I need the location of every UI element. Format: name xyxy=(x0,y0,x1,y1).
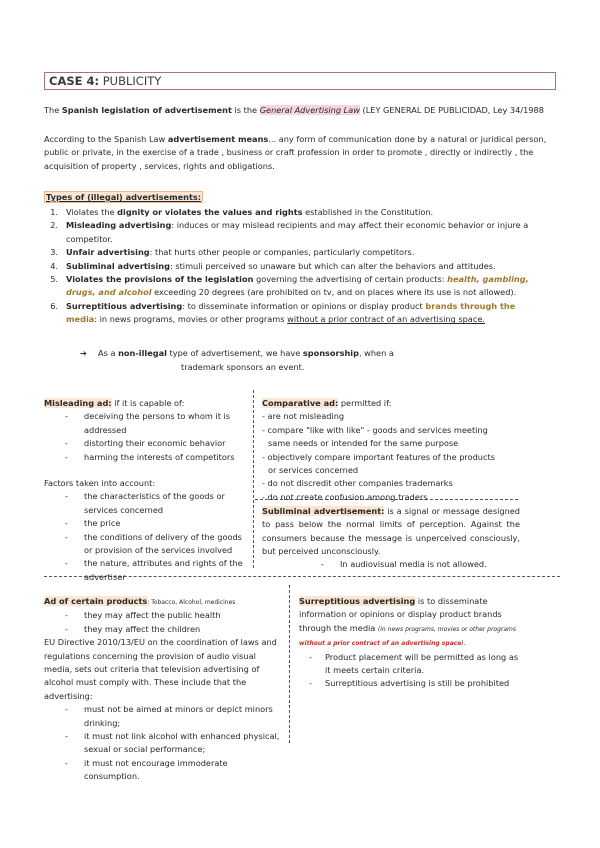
list-item: - Surreptitious advertising is still be prohibited xyxy=(299,677,525,690)
list-item: - the price xyxy=(44,517,249,530)
subliminal-section: Subliminal advertisement: is a signal or message designed to pass below the normal limits of perception. Against the consumers because the message is unperceived consciously, but perceived unconsciously. xyxy=(262,506,520,557)
list-item: - distorting their economic behavior xyxy=(44,437,249,450)
intro-definition: According to the Spanish Law advertisement means... any form of communication done by a natural or juridical person, public or private, in the exercise of a trade , business or craft profession in order to promote , directly or indirectly , the acquisition of property , services, rights and obligations. xyxy=(44,134,547,171)
list-item: - they may affect the public health xyxy=(44,609,284,622)
subliminal-heading: Subliminal advertisement: xyxy=(262,506,385,516)
list-item: - objectively compare important features of the products or services concerned xyxy=(262,451,495,476)
case-title-box xyxy=(44,72,556,90)
list-item: - they may affect the children xyxy=(44,623,284,636)
list-item: - harming the interests of competitors xyxy=(44,451,249,464)
case-title: CASE 4: PUBLICITY xyxy=(49,74,162,88)
type-item: 1. Violates the dignity or violates the values and rights established in the Constitution. xyxy=(50,207,434,217)
types-heading: Types of (illegal) advertisements: xyxy=(46,192,202,202)
surreptitious-heading: Surreptitious advertising xyxy=(299,596,416,606)
general-advertising-law: General Advertising Law xyxy=(259,105,360,115)
eu-directive-text: EU Directive 2010/13/EU on the coordination of laws and regulations concerning the provision of audio visual media, sets out criteria that television advertising of alcohol must comply with. These include that the advertising: xyxy=(44,637,277,701)
misleading-heading: Misleading ad: xyxy=(44,398,112,408)
type-item: 3. Unfair advertising: that hurts other people or companies, particularly competitors. xyxy=(50,247,415,258)
surreptitious-section: Surreptitious advertising is to disseminate information or opinions or display product brands through the media (in news programs, movies or other programs without a prior contract of an advertising space). - Product placement will be permitted as long as it meets certain criteria. - Surreptitious advertising is still be prohibited xyxy=(299,595,525,691)
types-list xyxy=(44,206,532,327)
intro-legislation: The Spanish legislation of advertisement is the General Advertising Law (LEY GENERAL DE PUBLICIDAD, Ley 34/1988 xyxy=(44,105,544,115)
type-item: 2. Misleading advertising: induces or may mislead recipients and may affect their economic behavior or injure a competitor. xyxy=(50,220,529,244)
list-item: - the characteristics of the goods or services concerned xyxy=(44,490,249,517)
subliminal-note: - In audiovisual media is not allowed. xyxy=(300,558,520,571)
sponsorship-note: As a non-illegal type of advertisement, we have sponsorship, when a xyxy=(98,348,394,358)
list-item: - are not misleading xyxy=(262,411,345,422)
misleading-section: Misleading ad: if it is capable of: - deceiving the persons to whom it is addressed - distorting their economic behavior - harming the interests of competitors Factors taken into account: - the characteristics of the goods or services concerned - the price - the conditions of delivery of the goods or provision of the services involved - the nature, attributes and rights of the advertiser xyxy=(44,397,249,584)
list-item: - Product placement will be permitted as long as it meets certain criteria. xyxy=(299,651,525,678)
factors-heading: Factors taken into account: xyxy=(44,478,156,489)
certain-products-section: Ad of certain products: Tobacco, Alcohol, medicines - they may affect the public health - they may affect the children EU Directive 2010/13/EU on the coordination of laws and regulations concerning the provision of audio visual media, sets out criteria that television advertising of alcohol must comply with. These include that the advertising: - must not be aimed at minors or depict minors drinking; - it must not link alcohol with enhanced physical, sexual or social performance; - it must not encourage immoderate consumption. xyxy=(44,595,284,784)
divider-vertical-bottom xyxy=(289,585,290,743)
arrow-icon: ➔ xyxy=(80,348,87,358)
list-item: - it must not link alcohol with enhanced physical, sexual or social performance; xyxy=(44,730,284,757)
list-item: - the conditions of delivery of the goods or provision of the services involved xyxy=(44,531,249,558)
sponsorship-note-line2: trademark sponsors an event. xyxy=(181,362,305,372)
list-item: - deceiving the persons to whom it is addressed xyxy=(44,410,249,437)
comparative-heading: Comparative ad: xyxy=(262,398,339,408)
type-item: 6. Surreptitious advertising: to disseminate information or opinions or display product brands through the media: in news programs, movies or other programs without a prior contract of an advertising space. xyxy=(50,300,516,325)
list-item: - must not be aimed at minors or depict minors drinking; xyxy=(44,703,284,730)
list-item: - the nature, attributes and rights of the advertiser xyxy=(44,557,249,584)
type-item: 4. Subliminal advertising: stimuli perceived so unaware but which can alter the behaviors and attitudes. xyxy=(50,260,496,271)
list-item: - compare "like with like" - goods and services meeting same needs or intended for the same purpose xyxy=(262,424,488,449)
list-item: - it must not encourage immoderate consumption. xyxy=(44,757,284,784)
comparative-section: Comparative ad: permitted if: - are not misleading - compare "like with like" - goods and services meeting same needs or intended for the same purpose - objectively compare important features of the products or services concerned - do not discredit other companies trademarks - do not create confusion among traders xyxy=(262,397,502,504)
list-item: - do not create confusion among traders xyxy=(262,491,428,502)
type-item: 5. Violates the provisions of the legislation governing the advertising of certain products: health, gambling, drugs, and alcohol exceeding 20 degrees (are prohibited on tv, and on places where its use is not allowed). xyxy=(50,274,529,298)
list-item: - do not discredit other companies trademarks xyxy=(262,478,453,489)
certain-products-heading: Ad of certain products xyxy=(44,596,148,606)
divider-vertical-top xyxy=(253,390,254,568)
